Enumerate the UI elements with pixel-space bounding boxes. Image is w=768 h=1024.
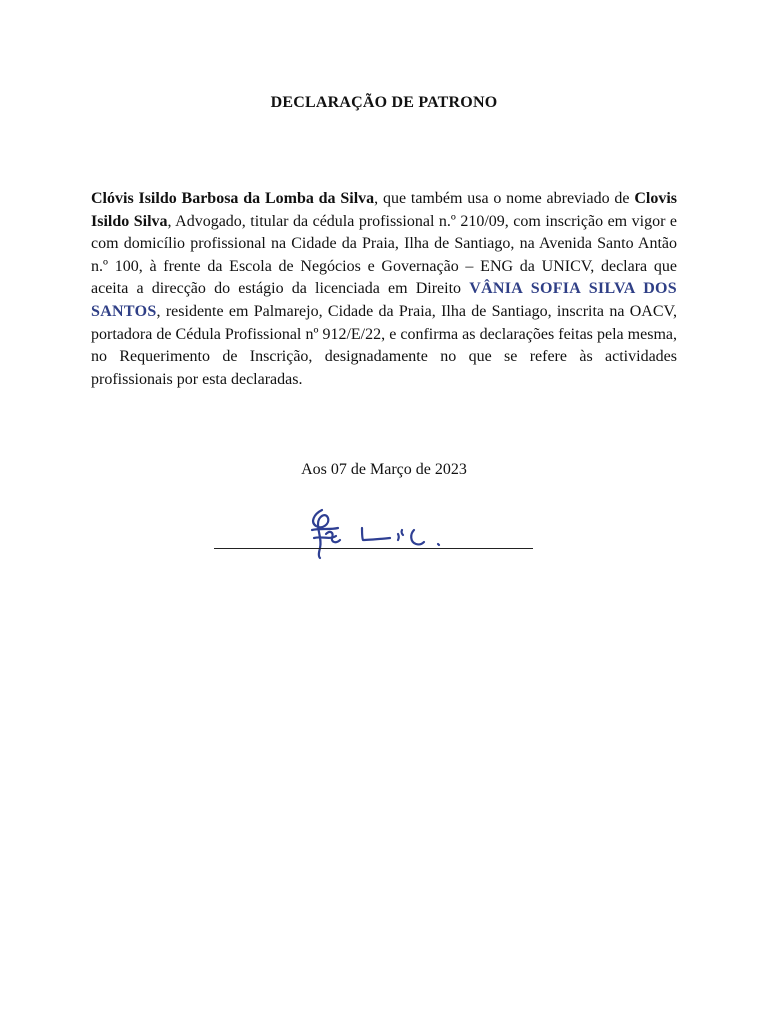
handwritten-signature — [300, 500, 460, 564]
paragraph-text-2: , Advogado, titular da cédula profissional n.º 210/09, com inscrição em vigor e com domicílio profissional na Cidade da Praia, Ilha de Santiago, na Avenida Santo Antão n.º 100, à frente da Escola de Negócios e Governação – ENG da UNICV, declara que aceita a direcção do estágio da licenciada em Direito — [91, 212, 677, 298]
document-title: DECLARAÇÃO DE PATRONO — [270, 94, 498, 111]
declaration-paragraph — [91, 188, 677, 391]
signature-line — [214, 548, 533, 549]
patron-short-name: Clovis Isildo Silva — [91, 190, 677, 230]
patron-full-name: Clóvis Isildo Barbosa da Lomba da Silva — [91, 190, 375, 207]
paragraph-text-1: , que também usa o nome abreviado de — [374, 190, 635, 207]
paragraph-text-3: , residente em Palmarejo, Cidade da Praia, Ilha de Santiago, inscrita na OACV, portadora de Cédula Profissional nº 912/E/22, e confirma as declarações feitas pela mesma, no Requerimento de Inscrição, designadamente no que se refere às actividades profissionais por esta declaradas. — [91, 302, 677, 388]
trainee-name: VÂNIA SOFIA SILVA DOS SANTOS — [91, 280, 677, 320]
date-line: Aos 07 de Março de 2023 — [301, 461, 467, 478]
